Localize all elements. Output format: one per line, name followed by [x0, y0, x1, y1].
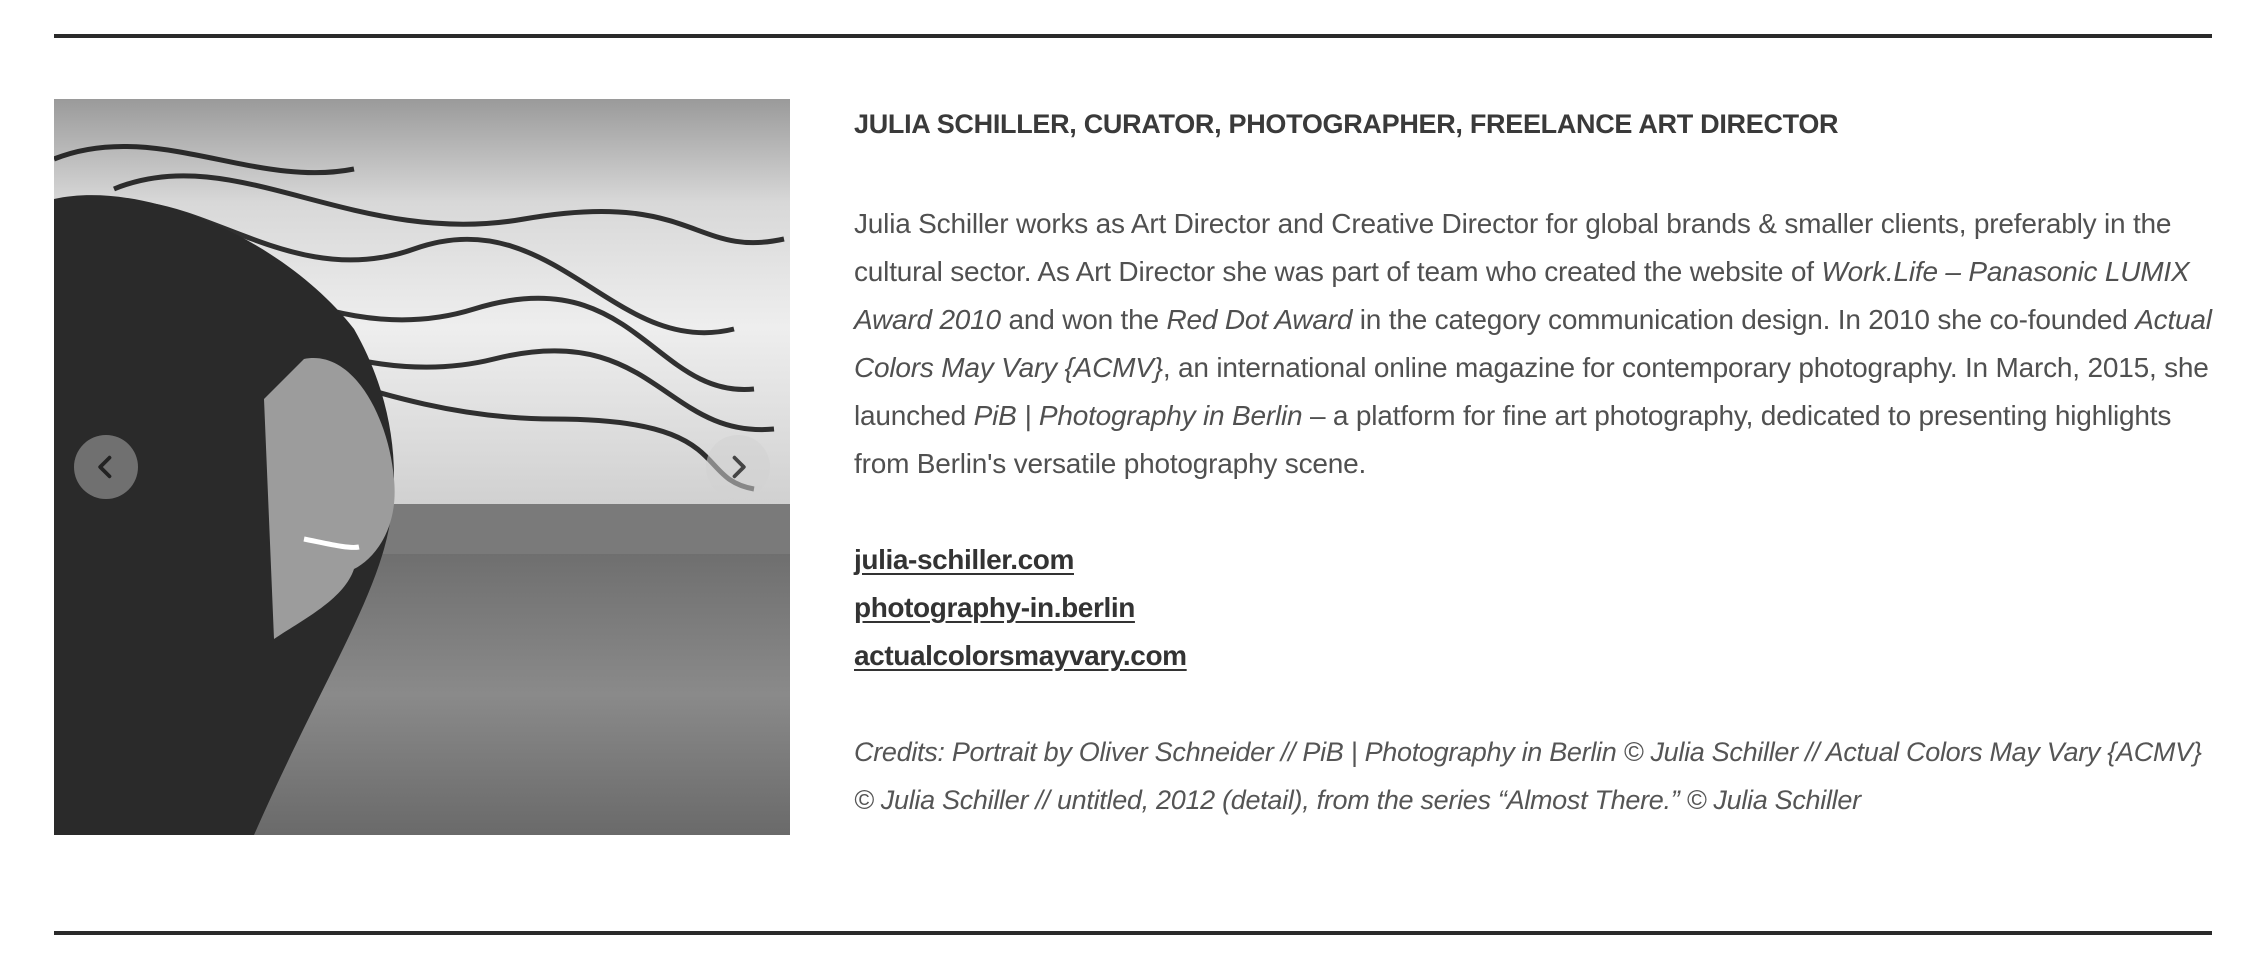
- bio-text: Julia Schiller works as Art Director and Creative Director for global brands & smaller clients, preferably in the cultural sector. As Art Director she was part of team who created the website of: [854, 208, 2172, 287]
- carousel-prev-button[interactable]: [74, 435, 138, 499]
- chevron-right-icon: [724, 453, 752, 481]
- bottom-divider: [54, 931, 2212, 935]
- bio-emphasis-acmv: Actual Colors May Vary {ACMV}: [854, 304, 2212, 383]
- bio-text: in the category communication design. In 2010 she co-founded: [1352, 304, 2136, 335]
- bio-emphasis-red-dot: Red Dot Award: [1166, 304, 1353, 335]
- link-photography-in-berlin[interactable]: photography-in.berlin: [854, 592, 1135, 623]
- link-julia-schiller[interactable]: julia-schiller.com: [854, 544, 1074, 575]
- bio-text: – a platform for fine art photography, dedicated to presenting highlights from Berlin's versatile photography scene.: [854, 400, 2172, 479]
- portrait-photo: [54, 99, 790, 835]
- photo-credits: Credits: Portrait by Oliver Schneider // PiB | Photography in Berlin © Julia Schiller // Actual Colors May Vary {ACMV} © Julia Schiller // untitled, 2012 (detail), from the series “Almost There.” © Julia Schiller: [854, 737, 2202, 815]
- bio-text: and won the: [1000, 304, 1167, 335]
- bio-emphasis-worklife: Work.Life – Panasonic LUMIX Award 2010: [854, 256, 2190, 335]
- link-actual-colors-may-vary[interactable]: actualcolorsmayvary.com: [854, 640, 1187, 671]
- top-divider: [54, 34, 2212, 38]
- profile-content: [854, 104, 2214, 824]
- carousel-next-button[interactable]: [706, 435, 770, 499]
- profile-bio: [854, 200, 2214, 488]
- bio-emphasis-pib: PiB | Photography in Berlin: [973, 400, 1303, 431]
- chevron-left-icon: [92, 453, 120, 481]
- bio-text: , an international online magazine for contemporary photography. In March, 2015, she launched: [854, 352, 2209, 431]
- portrait-image: [54, 99, 790, 835]
- profile-links: [854, 536, 2214, 680]
- profile-heading: JULIA SCHILLER, CURATOR, PHOTOGRAPHER, FREELANCE ART DIRECTOR: [854, 109, 1839, 139]
